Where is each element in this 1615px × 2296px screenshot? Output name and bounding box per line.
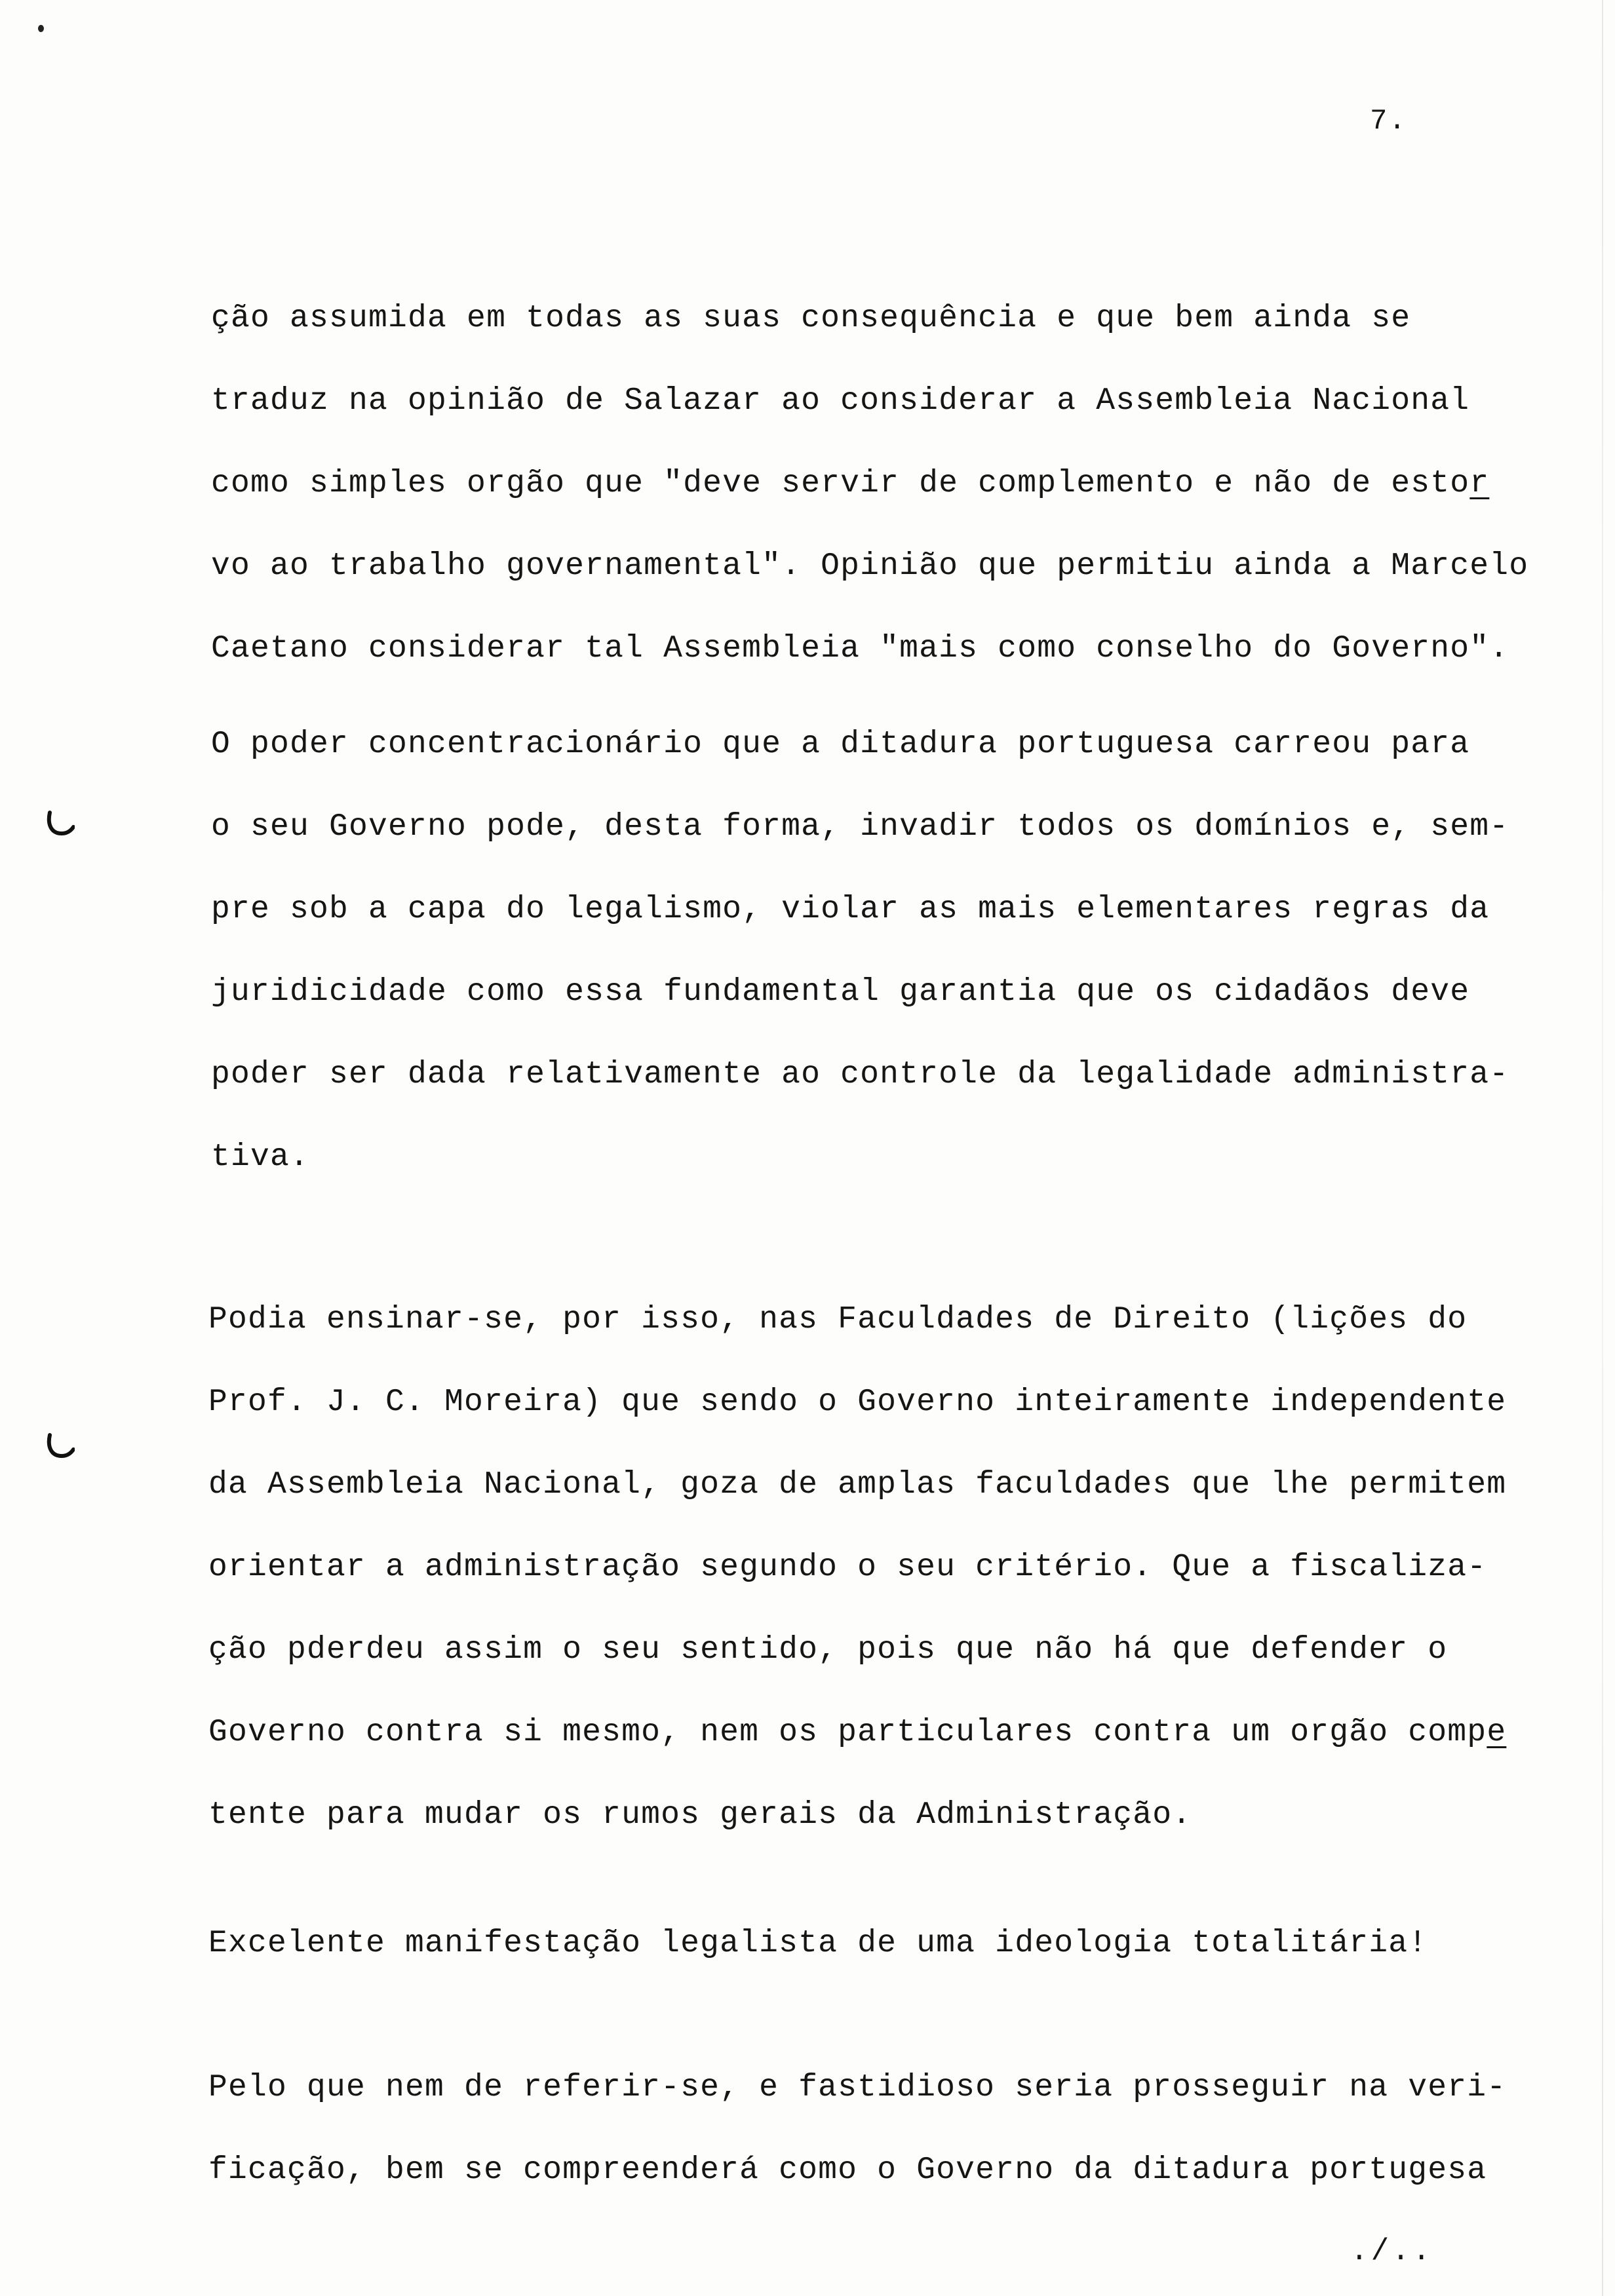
page-number: 7. [1370,105,1407,138]
text-line: Prof. J. C. Moreira) que sendo o Governo inteiramente independente [208,1385,1507,1420]
page-edge-shadow [1602,0,1603,2296]
text-line: juridicidade como essa fundamental garantia que os cidadãos deve [211,974,1470,1010]
margin-check-icon [46,1432,75,1461]
text-line [208,1713,1506,1752]
text-line: vo ao trabalho governamental". Opinião que permitiu ainda a Marcelo [211,548,1529,584]
text-line: o seu Governo pode, desta forma, invadir todos os domínios e, sem- [211,809,1509,845]
margin-check-icon [46,810,75,839]
underlined-tail: e [1487,1715,1507,1750]
text-line: ção pderdeu assim o seu sentido, pois que não há que defender o [208,1632,1448,1668]
text-line: pre sob a capa do legalismo, violar as mais elementares regras da [211,892,1490,927]
text-line: Podia ensinar-se, por isso, nas Faculdades de Direito (lições do [208,1302,1468,1337]
text-line: O poder concentracionário que a ditadura portuguesa carreou para [211,727,1470,762]
text-line: tente para mudar os rumos gerais da Administração. [208,1797,1192,1833]
scan-speck [38,25,44,32]
text-line: ficação, bem se compreenderá como o Governo da ditadura portugesa [208,2152,1487,2188]
text-line [211,464,1489,503]
text-line: poder ser dada relativamente ao controle da legalidade administra- [211,1057,1509,1092]
text-line: ção assumida em todas as suas consequência e que bem ainda se [211,301,1411,336]
text-line: Caetano considerar tal Assembleia "mais como conselho do Governo". [211,631,1509,666]
text-line-body: como simples orgão que "deve servir de complemento e não de esto [211,466,1470,501]
underlined-tail: r [1469,466,1490,501]
text-line: tiva. [211,1139,310,1175]
text-line: orientar a administração segundo o seu critério. Que a fiscaliza- [208,1550,1487,1585]
text-line: da Assembleia Nacional, goza de amplas faculdades que lhe permitem [208,1467,1507,1502]
text-line-body: Governo contra si mesmo, nem os particulares contra um orgão comp [208,1715,1487,1750]
text-line: Excelente manifestação legalista de uma ideologia totalitária! [208,1926,1428,1961]
text-line: Pelo que nem de referir-se, e fastidioso seria prosseguir na veri- [208,2070,1507,2105]
text-line: traduz na opinião de Salazar ao considerar a Assembleia Nacional [211,383,1470,419]
continuation-mark: ./.. [1350,2234,1433,2268]
